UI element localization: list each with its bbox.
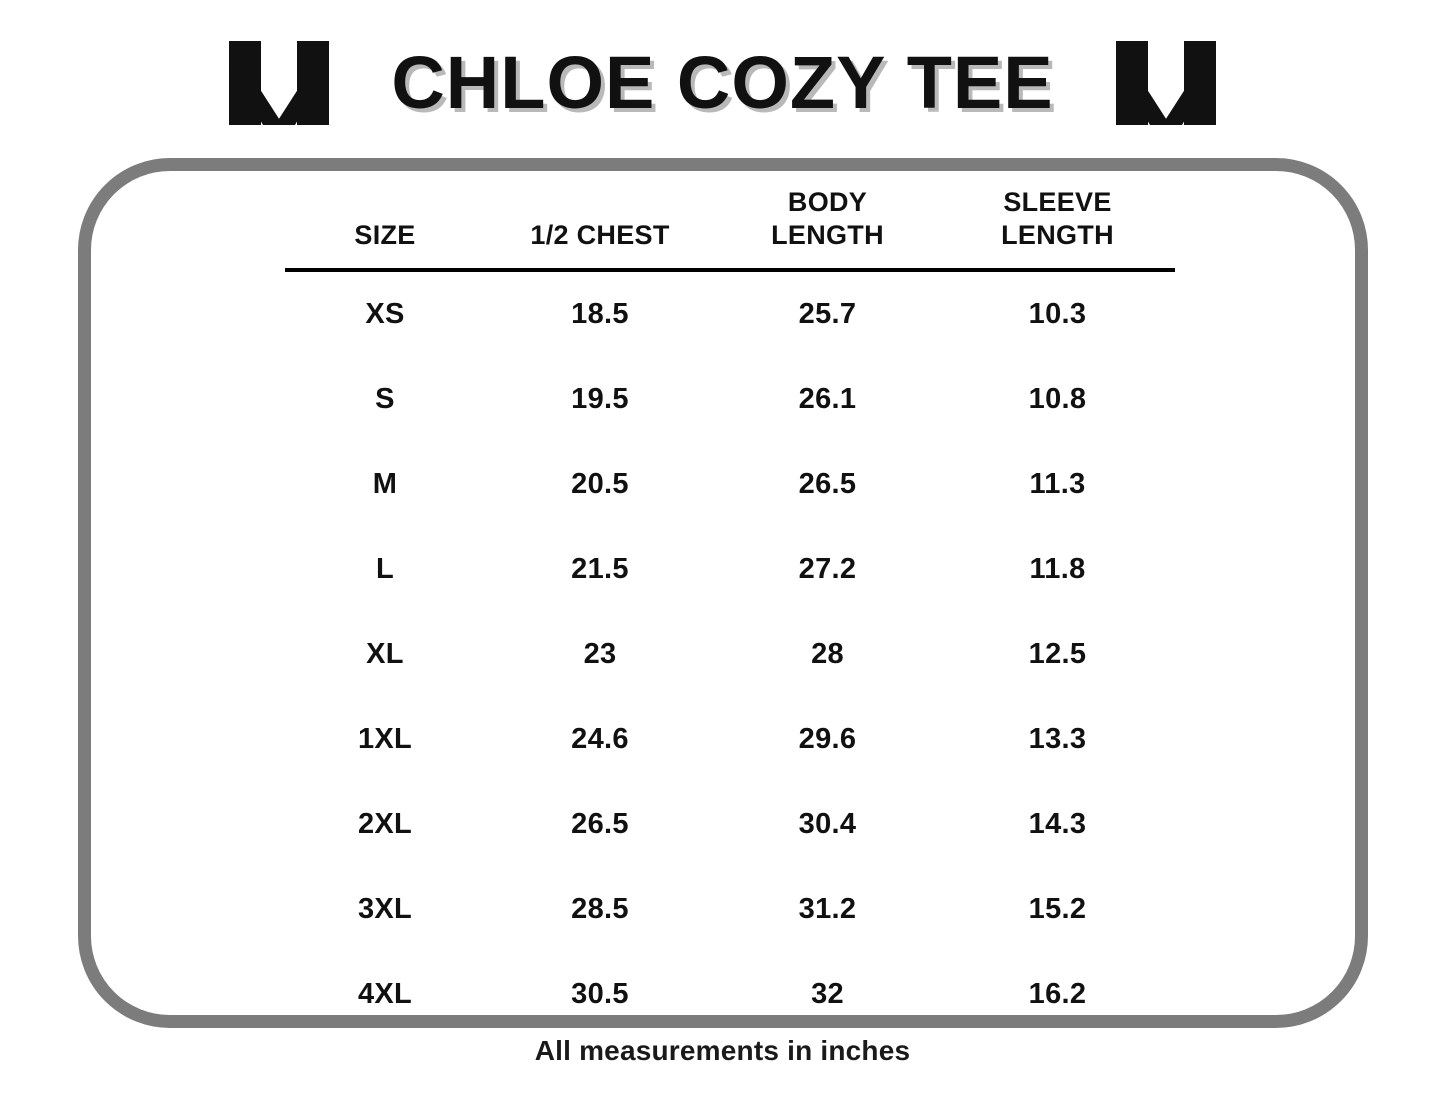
- column-header-sleeve-length: [940, 180, 1175, 270]
- cell-sleeve-length: 10.3: [1028, 297, 1087, 330]
- table-row: [285, 867, 1175, 952]
- column-header-body-length-line1: BODY: [787, 187, 868, 217]
- cell-body-length: 25.7: [798, 297, 857, 330]
- column-header-chest-line1: 1/2 CHEST: [530, 219, 670, 250]
- cell-body-length: 26.1: [798, 382, 857, 415]
- size-table: [285, 180, 1175, 1037]
- size-table-container: [285, 180, 1175, 1037]
- cell-size: 1XL: [357, 722, 413, 755]
- cell-body-length: 31.2: [798, 892, 857, 925]
- table-header-row: [285, 180, 1175, 270]
- cell-sleeve-length: 11.8: [1029, 552, 1086, 585]
- cell-sleeve-length: 16.2: [1028, 977, 1087, 1010]
- cell-body-length: 29.6: [798, 722, 857, 755]
- table-row: [285, 952, 1175, 1037]
- m-logo-icon-left: [225, 37, 333, 129]
- cell-size: XS: [365, 297, 405, 330]
- table-row: [285, 697, 1175, 782]
- table-row: [285, 612, 1175, 697]
- table-row: [285, 357, 1175, 442]
- cell-size: L: [375, 552, 394, 585]
- cell-chest: 18.5: [571, 297, 629, 330]
- cell-size: M: [372, 467, 398, 500]
- cell-sleeve-length: 11.3: [1029, 467, 1086, 500]
- cell-chest: 30.5: [571, 977, 629, 1010]
- m-logo-icon-right: [1112, 37, 1220, 129]
- column-header-body-length-line2: LENGTH: [771, 219, 884, 250]
- cell-body-length: 28: [811, 637, 844, 670]
- cell-chest: 21.5: [571, 552, 629, 585]
- column-header-chest: [485, 180, 715, 270]
- table-body: [285, 270, 1175, 1037]
- cell-chest: 23: [583, 637, 617, 670]
- cell-sleeve-length: 10.8: [1028, 382, 1087, 415]
- cell-chest: 24.6: [571, 722, 629, 755]
- cell-sleeve-length: 15.2: [1028, 892, 1087, 925]
- cell-chest: 28.5: [571, 892, 629, 925]
- cell-size: 2XL: [357, 807, 413, 840]
- cell-size: 3XL: [357, 892, 413, 925]
- cell-sleeve-length: 13.3: [1028, 722, 1087, 755]
- column-header-size: [285, 180, 485, 270]
- cell-body-length: 27.2: [798, 552, 857, 585]
- cell-body-length: 32: [811, 977, 844, 1010]
- measurements-footnote: All measurements in inches: [534, 1035, 911, 1066]
- cell-chest: 26.5: [571, 807, 629, 840]
- table-row: [285, 527, 1175, 612]
- cell-size: S: [375, 382, 395, 415]
- cell-body-length: 30.4: [798, 807, 857, 840]
- column-header-body-length: [715, 180, 940, 270]
- cell-sleeve-length: 14.3: [1028, 807, 1087, 840]
- table-row: [285, 782, 1175, 867]
- table-row: [285, 270, 1175, 357]
- header: [0, 28, 1445, 138]
- cell-body-length: 26.5: [798, 467, 857, 500]
- cell-chest: 19.5: [571, 382, 629, 415]
- page-title: CHLOE COZY TEE: [391, 41, 1054, 124]
- column-header-sleeve-length-line2: LENGTH: [1001, 219, 1114, 250]
- cell-sleeve-length: 12.5: [1028, 637, 1087, 670]
- cell-chest: 20.5: [571, 467, 629, 500]
- column-header-sleeve-length-line1: SLEEVE: [1003, 187, 1112, 217]
- cell-size: XL: [366, 637, 404, 670]
- cell-size: 4XL: [357, 977, 413, 1010]
- table-header: [285, 180, 1175, 270]
- table-row: [285, 442, 1175, 527]
- column-header-size-line1: SIZE: [354, 219, 416, 250]
